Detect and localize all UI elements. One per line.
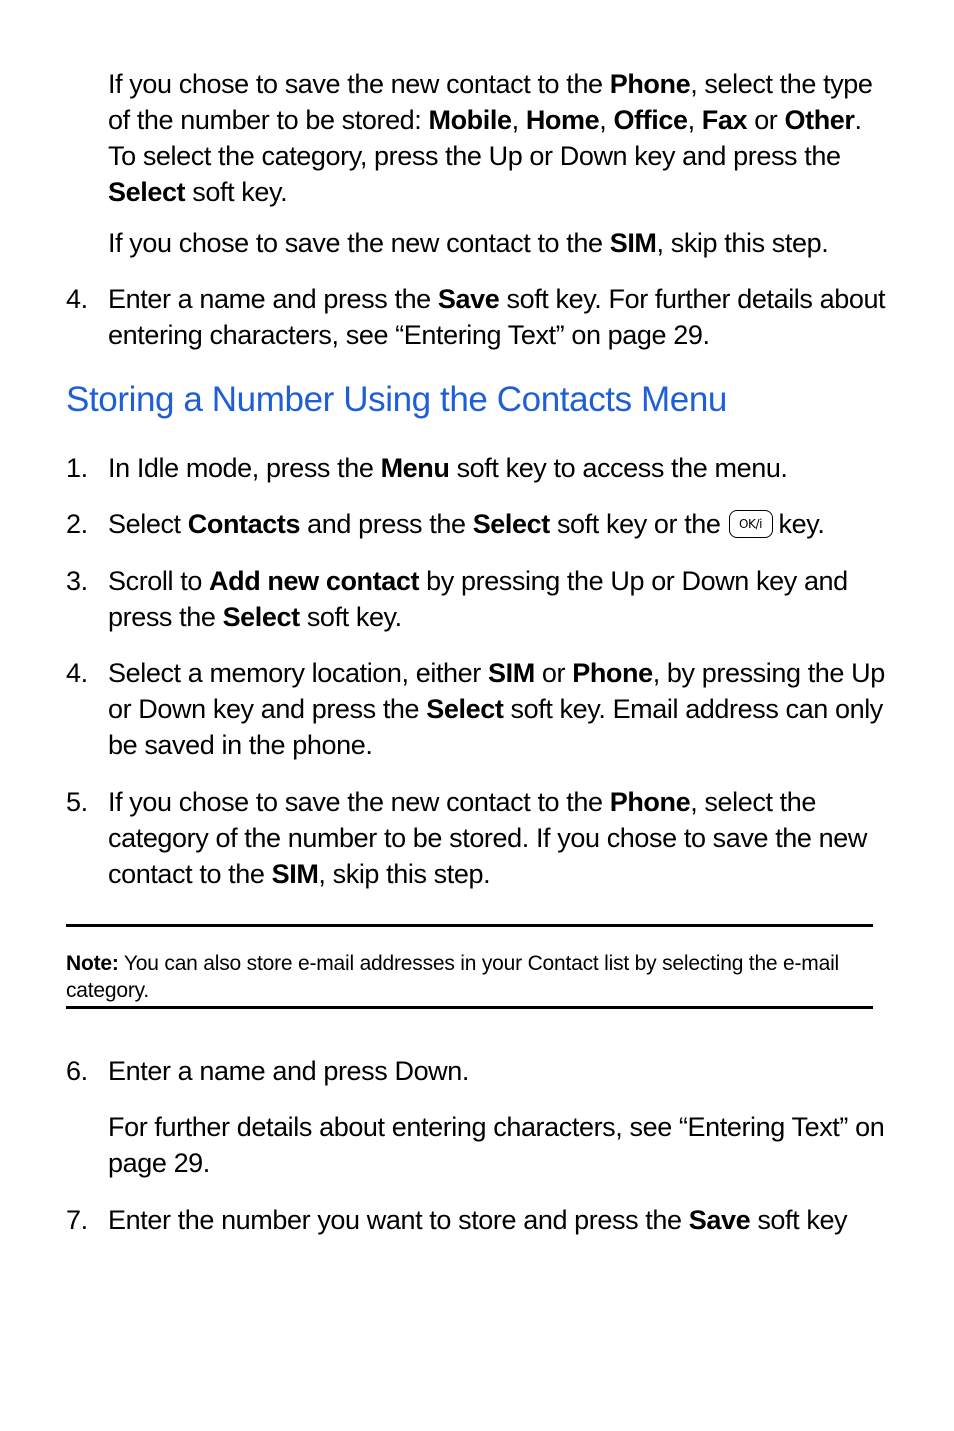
note-label: Note: xyxy=(66,952,119,975)
step-number: 2. xyxy=(66,509,88,539)
step-number: 5. xyxy=(66,787,88,817)
further-details-paragraph: For further details about entering characters, see “Entering Text” on page 29. xyxy=(108,1112,885,1178)
step-number: 6. xyxy=(66,1056,88,1086)
step-text: If you chose to save the new contact to the Phone, select the category of the number to be stored. If you chose to save the new contact to the SIM, skip this step. xyxy=(108,787,867,889)
step-text: Select Contacts and press the Select soft key or the OK/i key. xyxy=(108,509,825,539)
step-text: Enter the number you want to store and press the Save soft key xyxy=(108,1205,848,1235)
note-bottom-rule xyxy=(66,1006,873,1009)
step-text: In Idle mode, press the Menu soft key to access the menu. xyxy=(108,453,788,483)
note-box xyxy=(66,950,866,1004)
step-number: 4. xyxy=(66,284,88,314)
step-number: 4. xyxy=(66,658,88,688)
note-top-rule xyxy=(66,924,873,927)
step-text: Select a memory location, either SIM or Phone, by pressing the Up or Down key and press the Select soft key. Email address can only be saved in the phone. xyxy=(108,658,885,760)
phone-type-paragraph: If you chose to save the new contact to the Phone, select the type of the number to be stored: Mobile, Home, Office, Fax or Other. To select the category, press the Up or Down key and press the Select soft key. xyxy=(108,69,873,207)
ok-key-icon: OK/i xyxy=(729,510,773,538)
step-number: 1. xyxy=(66,453,88,483)
step-text: Enter a name and press Down. xyxy=(108,1056,469,1086)
step-text: Scroll to Add new contact by pressing the Up or Down key and press the Select soft key. xyxy=(108,566,848,632)
step-number: 7. xyxy=(66,1205,88,1235)
sim-skip-paragraph: If you chose to save the new contact to the SIM, skip this step. xyxy=(108,228,829,258)
step-text: Enter a name and press the Save soft key. For further details about entering characters, see “Entering Text” on page 29. xyxy=(108,284,886,350)
step-number: 3. xyxy=(66,566,88,596)
section-heading: Storing a Number Using the Contacts Menu xyxy=(66,380,727,419)
note-text: You can also store e-mail addresses in your Contact list by selecting the e-mail category. xyxy=(66,952,840,1002)
